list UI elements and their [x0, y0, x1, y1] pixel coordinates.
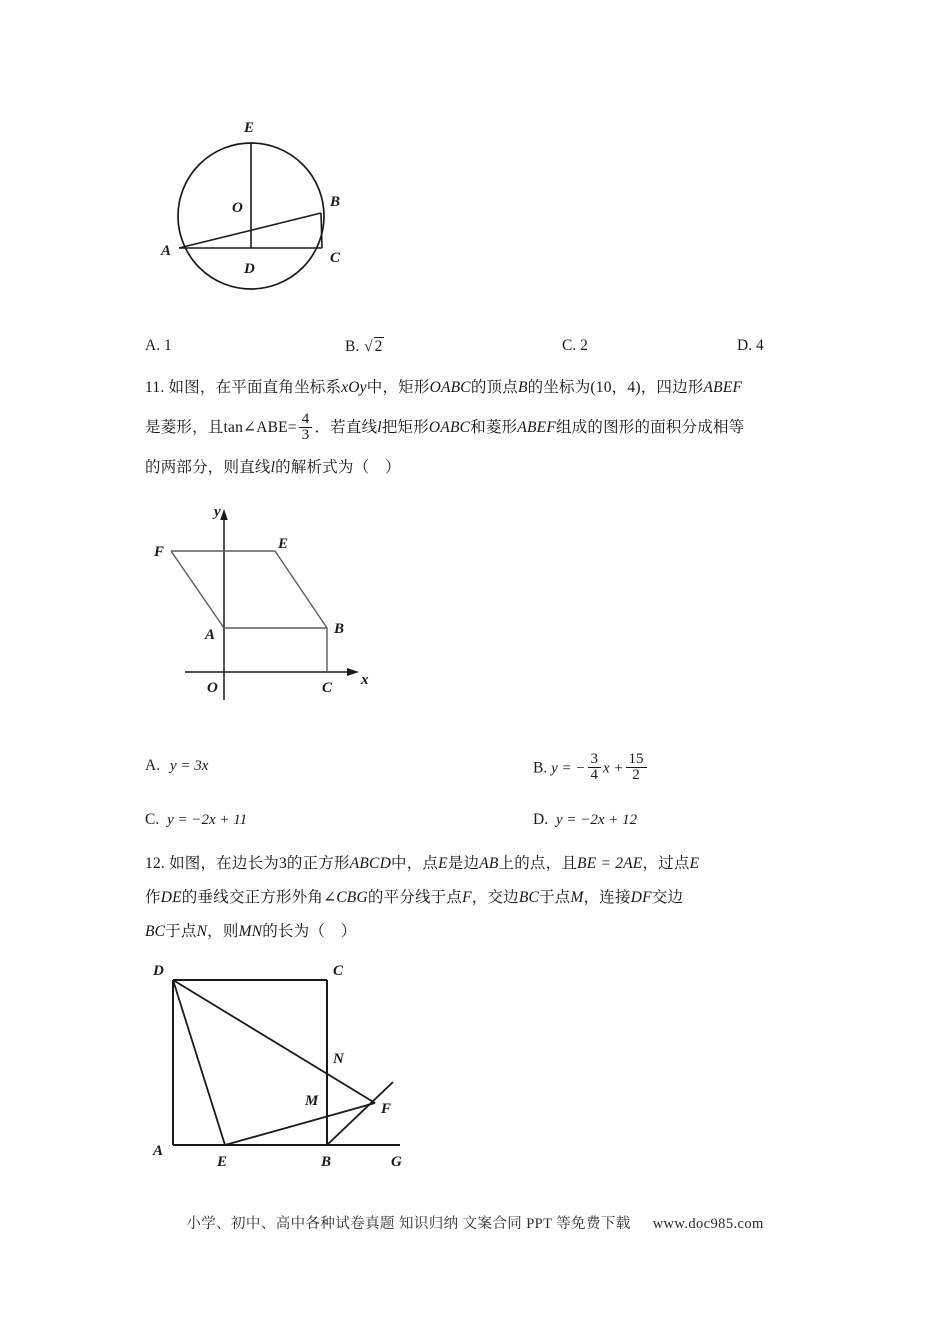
- label-F: F: [381, 1101, 392, 1117]
- q12-BC-1: BC: [518, 889, 540, 906]
- q11-option-a-label: A.: [145, 757, 161, 774]
- q12-l2d: ，交边: [471, 889, 519, 906]
- q12-l2g: 交边: [651, 889, 684, 906]
- q11-option-d[interactable]: [533, 811, 637, 829]
- footer: [0, 1212, 950, 1233]
- q11-l2c: 把矩形: [381, 419, 429, 436]
- frac-den: 3: [299, 427, 313, 443]
- q11-abef-1: ABEF: [703, 379, 743, 396]
- q12-DF: DF: [630, 889, 652, 906]
- q11-option-d-label: D.: [533, 811, 549, 828]
- q11-l2a: 是菱形，且: [145, 419, 224, 436]
- q11-number: 11.: [145, 379, 165, 396]
- label-E: E: [244, 120, 255, 136]
- label-A: A: [205, 627, 216, 643]
- label-C: C: [333, 963, 344, 979]
- q11-option-b[interactable]: [533, 753, 649, 785]
- segment-AB: [179, 213, 321, 248]
- q10-option-c-value: 2: [580, 337, 588, 354]
- label-B: B: [330, 194, 341, 210]
- footer-text: 小学、初中、高中各种试卷真题 知识归纳 文案合同 PPT 等免费下载: [186, 1216, 631, 1232]
- q10-option-c-label: C.: [562, 337, 577, 354]
- q11-option-c-expr: y = −2x + 11: [167, 812, 248, 828]
- q12-M: M: [570, 889, 584, 906]
- label-y-axis: y: [214, 504, 221, 520]
- b-f2-num: 15: [628, 751, 644, 767]
- q11-option-a[interactable]: [145, 757, 208, 775]
- frac-num: 4: [301, 410, 310, 427]
- q12-line-1: [145, 847, 845, 881]
- q12-line-3: [145, 915, 845, 949]
- q11-option-b-mid: x +: [603, 760, 624, 777]
- label-E: E: [278, 536, 289, 552]
- segment-FA: [171, 551, 224, 628]
- q11-abef-2: ABEF: [517, 419, 556, 436]
- q11-l2e: 组成的图形的面积分成相等: [556, 419, 745, 436]
- question-12-text: [145, 847, 845, 949]
- q11-l1d: 的坐标为(10，4)，四边形: [527, 379, 704, 396]
- q11-l2d: 和菱形: [470, 419, 518, 436]
- q12-l1a: 如图，在边长为3的正方形: [169, 855, 350, 872]
- q11-option-c-label: C.: [145, 811, 160, 828]
- q12-CBG: CBG: [336, 889, 368, 906]
- q12-F: F: [462, 889, 472, 906]
- label-A: A: [153, 1143, 164, 1159]
- segment-BC: [321, 213, 322, 248]
- label-C: C: [330, 250, 341, 266]
- q10-option-b[interactable]: [345, 337, 384, 356]
- q12-l3a: 于点: [165, 923, 197, 940]
- q10-option-d-value: 4: [755, 337, 764, 354]
- q12-l3b: ，则: [207, 923, 239, 940]
- q12-AB: AB: [479, 855, 499, 872]
- label-A: A: [161, 243, 172, 259]
- q12-l1b: 中，点: [391, 855, 439, 872]
- label-origin: O: [207, 680, 218, 696]
- label-O: O: [232, 200, 243, 216]
- q11-l1c: 的顶点: [470, 379, 518, 396]
- q10-option-c[interactable]: [562, 337, 588, 355]
- square-figure: [145, 955, 435, 1170]
- q11-oabc-2: OABC: [428, 419, 471, 436]
- q11-l1b: 中，矩形: [366, 379, 430, 396]
- circle-figure: [160, 100, 410, 325]
- q12-DE: DE: [160, 889, 182, 906]
- segment-DE: [173, 980, 225, 1145]
- q11-l2b: ．若直线: [314, 419, 378, 436]
- segment-EF: [225, 1103, 375, 1145]
- q11-l3a: 的两部分，则直线: [145, 459, 271, 476]
- q12-E2: E: [689, 855, 700, 872]
- b-f1-den: 4: [588, 767, 602, 783]
- q11-option-a-expr: y = 3x: [169, 758, 209, 774]
- q11-line-3: [145, 448, 835, 488]
- q12-l1e: ，过点: [642, 855, 690, 872]
- q11-l1a: 如图，在平面直角坐标系: [168, 379, 342, 396]
- q11-option-b-label: B.: [533, 759, 548, 777]
- q11-line-2: [145, 408, 835, 448]
- q12-l3c: 的长为（ ）: [262, 923, 357, 940]
- q12-be-eq: BE = 2AE: [577, 855, 643, 872]
- label-M: M: [305, 1093, 319, 1109]
- q12-l2f: ，连接: [583, 889, 631, 906]
- label-F: F: [154, 544, 165, 560]
- q12-l2b: 的垂线交正方形外角∠: [181, 889, 337, 906]
- fraction-15-2: [626, 752, 647, 784]
- label-B: B: [334, 621, 345, 637]
- b-f1-num: 3: [590, 751, 598, 767]
- fraction-4-3: [299, 412, 313, 444]
- q10-option-b-label: B.: [345, 338, 360, 355]
- q11-option-d-expr: y = −2x + 12: [555, 812, 638, 828]
- q11-option-b-prefix: y = −: [551, 760, 586, 777]
- q10-option-d-label: D.: [737, 337, 753, 354]
- question-11-text: [145, 368, 835, 488]
- q11-option-c[interactable]: [145, 811, 247, 829]
- sqrt-icon: √ 2: [364, 338, 383, 355]
- label-D: D: [244, 261, 255, 277]
- q10-option-a[interactable]: [145, 337, 172, 355]
- label-E: E: [217, 1154, 228, 1170]
- q12-l1d: 上的点，且: [498, 855, 578, 872]
- q11-xoy: xOy: [341, 379, 367, 396]
- q12-l2c: 的平分线于点: [367, 889, 463, 906]
- q11-oabc-1: OABC: [429, 379, 471, 396]
- q12-number: 12.: [145, 855, 165, 872]
- coordinate-rhombus-figure: [150, 500, 410, 715]
- label-x-axis: x: [361, 672, 369, 688]
- q11-l-1: l: [377, 419, 382, 436]
- b-f2-den: 2: [626, 767, 647, 783]
- footer-site-url[interactable]: www.doc985.com: [652, 1216, 764, 1232]
- q11-line-1: [145, 368, 835, 408]
- q10-option-a-value: 1: [163, 337, 172, 354]
- fraction-3-4: [588, 752, 602, 784]
- q10-option-d[interactable]: [737, 337, 764, 355]
- q12-BC-2: BC: [145, 923, 166, 940]
- y-axis-arrow: [220, 509, 228, 520]
- label-D: D: [153, 963, 164, 979]
- q12-line-2: [145, 881, 845, 915]
- label-B: B: [321, 1154, 332, 1170]
- segment-DF: [173, 980, 375, 1103]
- q10-option-a-label: A.: [145, 337, 161, 354]
- q12-l2a: 作: [145, 889, 161, 906]
- label-G: G: [391, 1154, 402, 1170]
- x-axis-arrow: [347, 668, 359, 676]
- q12-abcd: ABCD: [349, 855, 391, 872]
- q11-B: B: [517, 379, 528, 396]
- q11-l-2: l: [270, 459, 276, 476]
- q12-N: N: [196, 923, 208, 940]
- q12-l2e: 于点: [539, 889, 571, 906]
- q10-option-b-value: 2: [374, 338, 383, 355]
- segment-EB: [275, 551, 327, 628]
- q12-MN: MN: [238, 923, 263, 940]
- q12-E1: E: [438, 855, 448, 872]
- label-N: N: [333, 1051, 344, 1067]
- q12-l1c: 是边: [447, 855, 480, 872]
- label-C: C: [322, 680, 333, 696]
- q11-l3b: 的解析式为（ ）: [275, 459, 401, 476]
- q11-tan: tan∠ABE=: [223, 419, 297, 436]
